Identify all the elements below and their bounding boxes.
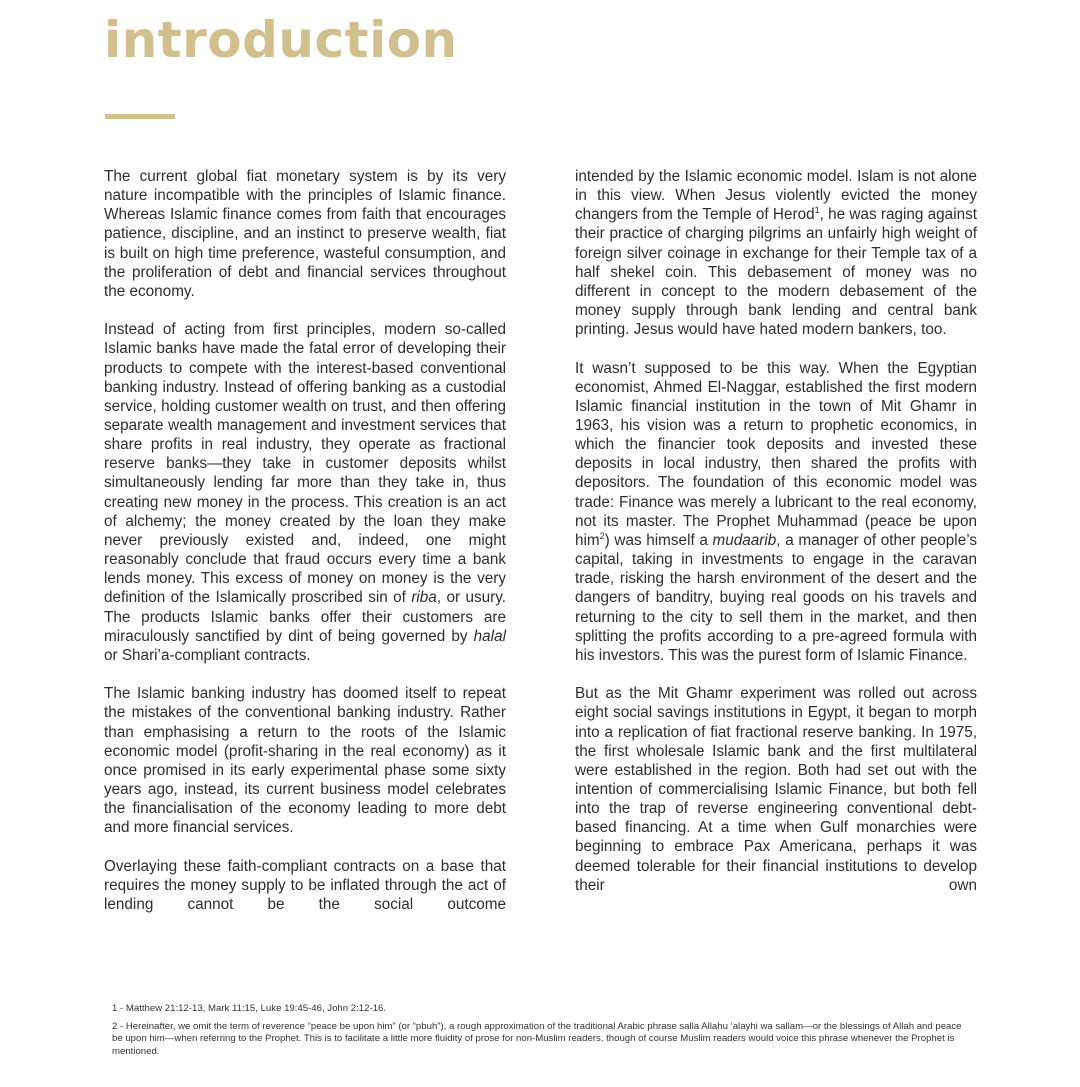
paragraph-text: It wasn’t supposed to be this way. When the Egyptian economist, Ahmed El-Naggar, established the first modern Islamic financial institution in the town of Mit Ghamr in 1963, his vision was a return to prophetic economics, in which the financier took deposits and invested these deposits in local industry, then shared the profits with depositors. The foundation of this economic model was trade: Finance was merely a lubricant to the real economy, not its master. The Prophet Muhammad (peace be upon him	[575, 359, 977, 549]
paragraph-text: , or usury. The products Islamic banks offer their customers are miraculously sanctified by dint of being governed by	[104, 589, 506, 645]
paragraph-text: ) was himself a	[604, 531, 713, 549]
paragraph	[104, 320, 506, 665]
italic-term-mudaarib: mudaarib	[712, 531, 777, 549]
paragraph-continued: But as the Mit Ghamr experiment was rolled out across eight social savings institutions in Egypt, it began to morph into a replication of fiat fractional reserve banking. In 1975, the first wholesale Islamic bank and the first multilateral were established in the region. Both had set out with the intention of commercialising Islamic Finance, but both fell into the trap of reverse engineering conventional debt-based financing. At a time when Gulf monarchies were beginning to embrace Pax Americana, perhaps it was deemed tolerable for their financial institutions to develop their own	[575, 685, 977, 894]
italic-term-riba: riba	[411, 589, 437, 607]
footnote-marker: 1	[814, 205, 820, 216]
footnote-marker: 2	[599, 530, 605, 541]
paragraph: The current global fiat monetary system is by its very nature incompatible with the principles of Islamic finance. Whereas Islamic finance comes from faith that encourages patience, discipline, and an instinct to preserve wealth, fiat is built on high time preference, wasteful consumption, and the proliferation of debt and financial services throughout the economy.	[104, 168, 506, 300]
footnote: 1 - Matthew 21:12-13, Mark 11:15, Luke 19:45-46, John 2:12-16.	[112, 1003, 386, 1014]
left-column	[104, 167, 506, 914]
paragraph-text: or Shari’a-compliant contracts.	[104, 646, 311, 664]
paragraph-text: Instead of acting from first principles, modern so-called Islamic banks have made the fatal error of developing their products to compete with the interest-based conventional banking industry. Instead of offering banking as a custodial service, holding customer wealth on trust, and then offering separate wealth management and investment services that share profits in real industry, they operate as fractional reserve banks—they take in customer deposits whilst simultaneously lending far more than they take in, thus creating new money in the process. This creation is an act of alchemy; the money created by the loan they make never previously existed and, indeed, one might reasonably conclude that fraud occurs every time a bank lends money. This excess of money on money is the very definition of the Islamically proscribed sin of	[104, 321, 506, 607]
italic-term-halal: halal	[473, 627, 506, 645]
right-column	[575, 167, 977, 895]
paragraph-text: , a manager of other people’s capital, taking in investments to engage in the caravan trade, risking the harsh environment of the desert and the dangers of banditry, buying real goods on his travels and returning to the city to sell them in the market, and then splitting the profits according to a pre-agreed formula with his investors. This was the purest form of Islamic Finance.	[575, 531, 977, 664]
title-underline-rule	[105, 114, 175, 119]
paragraph-continued: Overlaying these faith-compliant contracts on a base that requires the money supply to be inflated through the act of lending cannot be the social outcome	[104, 857, 506, 913]
paragraph: The Islamic banking industry has doomed itself to repeat the mistakes of the conventional banking industry. Rather than emphasising a return to the roots of the Islamic economic model (profit-sharing in the real economy) as it once promised in its early experimental phase some sixty years ago, instead, its current business model celebrates the financialisation of the economy leading to more debt and more financial services.	[104, 685, 506, 837]
paragraph-text: intended by the Islamic economic model. Islam is not alone in this view. When Jesus violently evicted the money changers from the Temple of Herod	[575, 168, 977, 224]
page-title: introduction	[104, 11, 458, 69]
paragraph-text: , he was raging against their practice of charging pilgrims an unfairly high weight of foreign silver coinage in exchange for their Temple tax of a half shekel coin. This debasement of money was no different in concept to the modern debasement of the money supply through bank lending and central bank printing. Jesus would have hated modern bankers, too.	[575, 206, 977, 339]
footnote: 2 - Hereinafter, we omit the term of reverence “peace be upon him” (or “pbuh”), a rough approximation of the traditional Arabic phrase salla Allahu ‘alayhi wa sallam—or the blessings of Allah and peace be upon him—when referring to the Prophet. This is to facilitate a little more fluidity of prose for non-Muslim readers, though of course Muslim readers would voice this phrase whenever the Prophet is mentioned.	[112, 1020, 962, 1057]
paragraph	[575, 167, 977, 339]
footnotes	[112, 1003, 974, 1063]
paragraph	[575, 359, 977, 666]
